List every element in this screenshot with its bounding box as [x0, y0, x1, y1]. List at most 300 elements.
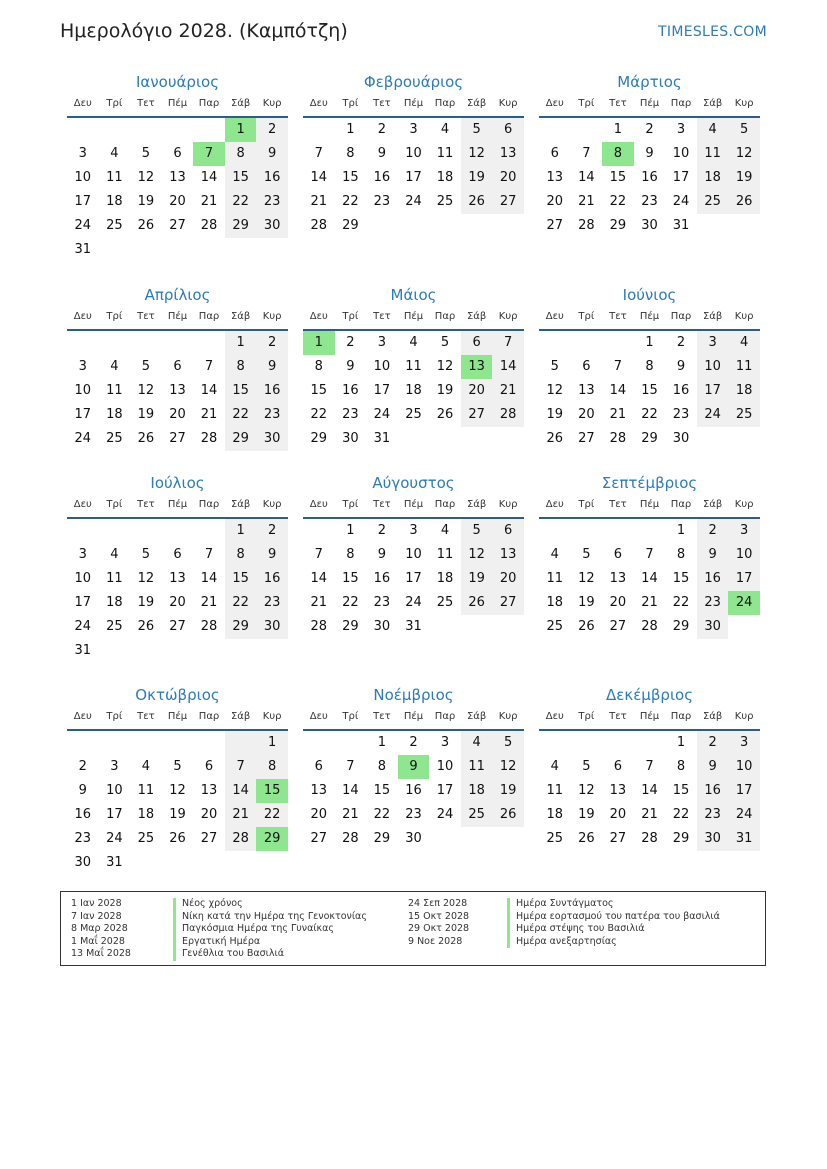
day-cell[interactable]: 7 — [204, 359, 214, 374]
day-cell[interactable]: 28 — [492, 403, 524, 427]
day-cell[interactable]: 2 — [676, 335, 686, 350]
day-cell[interactable]: 23 — [74, 831, 92, 846]
day-cell[interactable]: 16 — [672, 383, 690, 398]
day-cell[interactable]: 15 — [225, 567, 257, 591]
day-cell[interactable]: 19 — [492, 779, 524, 803]
day-cell[interactable]: 15 — [342, 571, 359, 586]
day-cell[interactable]: 5 — [173, 759, 182, 774]
day-cell[interactable]: 7 — [314, 146, 323, 161]
day-cell[interactable]: 30 — [405, 831, 422, 846]
day-cell[interactable]: 20 — [169, 595, 186, 610]
day-cell[interactable]: 2 — [78, 759, 87, 774]
day-cell[interactable]: 12 — [578, 571, 595, 586]
day-cell[interactable]: 18 — [436, 170, 454, 185]
day-cell[interactable]: 18 — [106, 595, 123, 610]
day-cell[interactable]: 8 — [225, 142, 257, 166]
day-cell[interactable]: 3 — [110, 759, 119, 774]
day-cell[interactable]: 20 — [609, 595, 627, 610]
day-cell[interactable]: 24 — [728, 803, 760, 827]
day-cell[interactable]: 24 — [697, 403, 729, 427]
day-cell[interactable]: 25 — [106, 218, 123, 233]
day-cell[interactable]: 26 — [578, 831, 595, 846]
day-cell[interactable]: 5 — [550, 359, 559, 374]
day-cell[interactable]: 20 — [609, 807, 627, 822]
day-cell[interactable]: 30 — [641, 218, 658, 233]
day-cell[interactable]: 19 — [137, 194, 155, 209]
day-cell[interactable]: 30 — [256, 427, 288, 451]
day-cell[interactable]: 17 — [74, 407, 92, 422]
day-cell[interactable]: 30 — [373, 619, 391, 634]
day-cell[interactable]: 28 — [200, 431, 218, 446]
day-cell[interactable]: 7 — [193, 142, 225, 166]
day-cell[interactable]: 19 — [461, 166, 493, 190]
day-cell[interactable]: 9 — [256, 543, 288, 567]
day-cell[interactable]: 22 — [225, 190, 257, 214]
day-cell[interactable]: 5 — [141, 359, 151, 374]
day-cell[interactable]: 2 — [256, 118, 288, 142]
day-cell[interactable]: 29 — [641, 431, 658, 446]
day-cell[interactable]: 24 — [74, 619, 92, 634]
day-cell[interactable]: 27 — [609, 619, 627, 634]
day-cell[interactable]: 23 — [256, 591, 288, 615]
day-cell[interactable]: 7 — [204, 547, 214, 562]
day-cell[interactable]: 3 — [676, 122, 686, 137]
day-cell[interactable]: 26 — [137, 619, 155, 634]
day-cell[interactable]: 17 — [106, 807, 123, 822]
day-cell[interactable]: 17 — [373, 383, 391, 398]
day-cell[interactable]: 29 — [310, 431, 328, 446]
day-cell[interactable]: 27 — [461, 403, 493, 427]
day-cell[interactable]: 26 — [461, 591, 493, 615]
day-cell[interactable]: 21 — [641, 595, 658, 610]
day-cell[interactable]: 13 — [609, 783, 627, 798]
day-cell[interactable]: 10 — [697, 355, 729, 379]
day-cell[interactable]: 31 — [106, 855, 123, 870]
day-cell[interactable]: 15 — [672, 783, 690, 798]
day-cell[interactable]: 7 — [314, 547, 323, 562]
day-cell[interactable]: 9 — [377, 146, 387, 161]
day-cell[interactable]: 25 — [436, 595, 454, 610]
day-cell[interactable]: 15 — [373, 783, 391, 798]
day-cell[interactable]: 22 — [641, 407, 658, 422]
day-cell[interactable]: 15 — [310, 383, 328, 398]
day-cell[interactable]: 7 — [645, 759, 654, 774]
day-cell[interactable]: 3 — [409, 523, 418, 538]
day-cell[interactable]: 8 — [645, 359, 654, 374]
day-cell[interactable]: 7 — [582, 146, 591, 161]
day-cell[interactable]: 11 — [461, 755, 493, 779]
day-cell[interactable]: 24 — [74, 218, 92, 233]
day-cell[interactable]: 16 — [74, 807, 92, 822]
day-cell[interactable]: 17 — [74, 194, 92, 209]
day-cell[interactable]: 1 — [346, 523, 355, 538]
day-cell[interactable]: 21 — [609, 407, 627, 422]
day-cell[interactable]: 21 — [310, 595, 328, 610]
day-cell[interactable]: 19 — [137, 595, 155, 610]
day-cell[interactable]: 17 — [728, 567, 760, 591]
day-cell[interactable]: 4 — [440, 523, 450, 538]
day-cell[interactable]: 18 — [405, 383, 422, 398]
day-cell[interactable]: 29 — [342, 619, 359, 634]
day-cell[interactable]: 18 — [697, 166, 729, 190]
day-cell[interactable]: 21 — [578, 194, 595, 209]
day-cell[interactable]: 21 — [200, 595, 218, 610]
day-cell[interactable]: 24 — [405, 595, 422, 610]
day-cell[interactable]: 6 — [204, 759, 214, 774]
day-cell[interactable]: 11 — [436, 146, 454, 161]
day-cell[interactable]: 8 — [676, 547, 686, 562]
day-cell[interactable]: 29 — [373, 831, 391, 846]
day-cell[interactable]: 17 — [74, 595, 92, 610]
day-cell[interactable]: 13 — [169, 170, 186, 185]
day-cell[interactable]: 15 — [609, 170, 627, 185]
day-cell[interactable]: 13 — [492, 142, 524, 166]
day-cell[interactable]: 25 — [106, 431, 123, 446]
day-cell[interactable]: 4 — [550, 759, 559, 774]
day-cell[interactable]: 11 — [546, 783, 564, 798]
day-cell[interactable]: 13 — [200, 783, 218, 798]
day-cell[interactable]: 26 — [169, 831, 186, 846]
day-cell[interactable]: 12 — [137, 383, 155, 398]
day-cell[interactable]: 11 — [405, 359, 422, 374]
day-cell[interactable]: 19 — [578, 807, 595, 822]
day-cell[interactable]: 15 — [641, 383, 658, 398]
day-cell[interactable]: 4 — [550, 547, 559, 562]
day-cell[interactable]: 4 — [110, 547, 119, 562]
day-cell[interactable]: 2 — [346, 335, 355, 350]
day-cell[interactable]: 11 — [728, 355, 760, 379]
day-cell[interactable]: 14 — [641, 571, 658, 586]
day-cell[interactable]: 4 — [697, 118, 729, 142]
day-cell[interactable]: 14 — [641, 783, 658, 798]
day-cell[interactable]: 5 — [440, 335, 450, 350]
day-cell[interactable]: 2 — [377, 523, 387, 538]
day-cell[interactable]: 28 — [310, 619, 328, 634]
day-cell[interactable]: 6 — [173, 146, 182, 161]
day-cell[interactable]: 29 — [672, 831, 690, 846]
day-cell[interactable]: 10 — [106, 783, 123, 798]
day-cell[interactable]: 28 — [641, 831, 658, 846]
day-cell[interactable]: 13 — [169, 571, 186, 586]
day-cell[interactable]: 3 — [440, 735, 450, 750]
day-cell[interactable]: 24 — [373, 407, 391, 422]
day-cell[interactable]: 9 — [346, 359, 355, 374]
day-cell[interactable]: 26 — [728, 190, 760, 214]
day-cell[interactable]: 28 — [200, 218, 218, 233]
day-cell[interactable]: 10 — [405, 547, 422, 562]
day-cell[interactable]: 15 — [225, 379, 257, 403]
day-cell[interactable]: 7 — [492, 331, 524, 355]
day-cell[interactable]: 6 — [492, 519, 524, 543]
day-cell[interactable]: 13 — [492, 543, 524, 567]
day-cell[interactable]: 9 — [676, 359, 686, 374]
day-cell[interactable]: 5 — [461, 519, 493, 543]
day-cell[interactable]: 29 — [256, 827, 288, 851]
day-cell[interactable]: 20 — [578, 407, 595, 422]
day-cell[interactable]: 23 — [405, 807, 422, 822]
day-cell[interactable]: 17 — [697, 379, 729, 403]
day-cell[interactable]: 14 — [492, 355, 524, 379]
day-cell[interactable]: 12 — [578, 783, 595, 798]
day-cell[interactable]: 12 — [137, 170, 155, 185]
day-cell[interactable]: 25 — [137, 831, 155, 846]
day-cell[interactable]: 18 — [436, 571, 454, 586]
day-cell[interactable]: 4 — [141, 759, 151, 774]
day-cell[interactable]: 30 — [342, 431, 359, 446]
day-cell[interactable]: 11 — [106, 170, 123, 185]
day-cell[interactable]: 9 — [697, 543, 729, 567]
day-cell[interactable]: 12 — [169, 783, 186, 798]
day-cell[interactable]: 6 — [613, 547, 623, 562]
day-cell[interactable]: 22 — [225, 591, 257, 615]
day-cell[interactable]: 24 — [405, 194, 422, 209]
day-cell[interactable]: 5 — [582, 547, 591, 562]
day-cell[interactable]: 29 — [225, 427, 257, 451]
day-cell[interactable]: 6 — [314, 759, 323, 774]
day-cell[interactable]: 11 — [106, 383, 123, 398]
day-cell[interactable]: 1 — [303, 331, 335, 355]
day-cell[interactable]: 19 — [169, 807, 186, 822]
day-cell[interactable]: 10 — [436, 759, 454, 774]
day-cell[interactable]: 22 — [342, 194, 359, 209]
day-cell[interactable]: 25 — [697, 190, 729, 214]
day-cell[interactable]: 22 — [373, 807, 391, 822]
day-cell[interactable]: 1 — [676, 735, 686, 750]
day-cell[interactable]: 7 — [613, 359, 623, 374]
day-cell[interactable]: 17 — [672, 170, 690, 185]
day-cell[interactable]: 14 — [200, 383, 218, 398]
day-cell[interactable]: 4 — [409, 335, 418, 350]
day-cell[interactable]: 1 — [225, 331, 257, 355]
day-cell[interactable]: 10 — [405, 146, 422, 161]
day-cell[interactable]: 17 — [405, 571, 422, 586]
day-cell[interactable]: 13 — [609, 571, 627, 586]
day-cell[interactable]: 21 — [492, 379, 524, 403]
day-cell[interactable]: 4 — [461, 731, 493, 755]
day-cell[interactable]: 3 — [78, 547, 87, 562]
day-cell[interactable]: 14 — [342, 783, 359, 798]
day-cell[interactable]: 1 — [613, 122, 623, 137]
day-cell[interactable]: 13 — [578, 383, 595, 398]
day-cell[interactable]: 4 — [110, 359, 119, 374]
day-cell[interactable]: 2 — [645, 122, 654, 137]
day-cell[interactable]: 27 — [169, 619, 186, 634]
day-cell[interactable]: 14 — [200, 170, 218, 185]
day-cell[interactable]: 19 — [137, 407, 155, 422]
day-cell[interactable]: 13 — [546, 170, 564, 185]
day-cell[interactable]: 28 — [641, 619, 658, 634]
day-cell[interactable]: 19 — [728, 166, 760, 190]
day-cell[interactable]: 31 — [74, 643, 92, 658]
day-cell[interactable]: 2 — [409, 735, 418, 750]
day-cell[interactable]: 30 — [256, 615, 288, 639]
day-cell[interactable]: 4 — [728, 331, 760, 355]
day-cell[interactable]: 19 — [436, 383, 454, 398]
day-cell[interactable]: 28 — [609, 431, 627, 446]
day-cell[interactable]: 26 — [578, 619, 595, 634]
day-cell[interactable]: 27 — [609, 831, 627, 846]
day-cell[interactable]: 5 — [141, 547, 151, 562]
day-cell[interactable]: 20 — [461, 379, 493, 403]
day-cell[interactable]: 3 — [728, 519, 760, 543]
day-cell[interactable]: 31 — [405, 619, 422, 634]
day-cell[interactable]: 21 — [200, 194, 218, 209]
day-cell[interactable]: 29 — [225, 615, 257, 639]
day-cell[interactable]: 24 — [728, 591, 760, 615]
day-cell[interactable]: 2 — [697, 519, 729, 543]
day-cell[interactable]: 21 — [641, 807, 658, 822]
day-cell[interactable]: 1 — [377, 735, 387, 750]
day-cell[interactable]: 20 — [310, 807, 328, 822]
day-cell[interactable]: 26 — [137, 431, 155, 446]
day-cell[interactable]: 5 — [492, 731, 524, 755]
day-cell[interactable]: 21 — [342, 807, 359, 822]
day-cell[interactable]: 18 — [728, 379, 760, 403]
day-cell[interactable]: 9 — [697, 755, 729, 779]
day-cell[interactable]: 16 — [697, 567, 729, 591]
day-cell[interactable]: 22 — [310, 407, 328, 422]
day-cell[interactable]: 27 — [492, 591, 524, 615]
day-cell[interactable]: 31 — [672, 218, 690, 233]
day-cell[interactable]: 18 — [546, 595, 564, 610]
day-cell[interactable]: 17 — [405, 170, 422, 185]
day-cell[interactable]: 23 — [672, 407, 690, 422]
day-cell[interactable]: 23 — [373, 595, 391, 610]
day-cell[interactable]: 1 — [225, 519, 257, 543]
day-cell[interactable]: 22 — [609, 194, 627, 209]
day-cell[interactable]: 20 — [169, 407, 186, 422]
day-cell[interactable]: 29 — [342, 218, 359, 233]
day-cell[interactable]: 25 — [106, 619, 123, 634]
day-cell[interactable]: 12 — [728, 142, 760, 166]
day-cell[interactable]: 24 — [74, 431, 92, 446]
day-cell[interactable]: 10 — [728, 755, 760, 779]
day-cell[interactable]: 21 — [225, 803, 257, 827]
day-cell[interactable]: 27 — [546, 218, 564, 233]
day-cell[interactable]: 11 — [546, 571, 564, 586]
day-cell[interactable]: 29 — [609, 218, 627, 233]
day-cell[interactable]: 14 — [578, 170, 595, 185]
day-cell[interactable]: 11 — [137, 783, 155, 798]
day-cell[interactable]: 13 — [461, 355, 493, 379]
day-cell[interactable]: 20 — [200, 807, 218, 822]
day-cell[interactable]: 10 — [74, 383, 92, 398]
day-cell[interactable]: 5 — [728, 118, 760, 142]
day-cell[interactable]: 31 — [373, 431, 391, 446]
day-cell[interactable]: 30 — [672, 431, 690, 446]
day-cell[interactable]: 15 — [342, 170, 359, 185]
day-cell[interactable]: 1 — [346, 122, 355, 137]
day-cell[interactable]: 16 — [342, 383, 359, 398]
day-cell[interactable]: 14 — [609, 383, 627, 398]
day-cell[interactable]: 8 — [225, 543, 257, 567]
day-cell[interactable]: 3 — [697, 331, 729, 355]
day-cell[interactable]: 16 — [256, 379, 288, 403]
day-cell[interactable]: 27 — [200, 831, 218, 846]
day-cell[interactable]: 11 — [106, 571, 123, 586]
day-cell[interactable]: 26 — [546, 431, 564, 446]
day-cell[interactable]: 11 — [436, 547, 454, 562]
day-cell[interactable]: 14 — [310, 571, 328, 586]
day-cell[interactable]: 25 — [728, 403, 760, 427]
day-cell[interactable]: 6 — [461, 331, 493, 355]
day-cell[interactable]: 18 — [106, 407, 123, 422]
day-cell[interactable]: 20 — [492, 166, 524, 190]
day-cell[interactable]: 2 — [256, 519, 288, 543]
day-cell[interactable]: 22 — [342, 595, 359, 610]
day-cell[interactable]: 2 — [697, 731, 729, 755]
day-cell[interactable]: 18 — [137, 807, 155, 822]
day-cell[interactable]: 2 — [256, 331, 288, 355]
day-cell[interactable]: 26 — [492, 803, 524, 827]
day-cell[interactable]: 19 — [461, 567, 493, 591]
day-cell[interactable]: 5 — [141, 146, 151, 161]
day-cell[interactable]: 23 — [256, 403, 288, 427]
day-cell[interactable]: 22 — [225, 403, 257, 427]
day-cell[interactable]: 21 — [200, 407, 218, 422]
day-cell[interactable]: 8 — [346, 547, 355, 562]
day-cell[interactable]: 4 — [440, 122, 450, 137]
day-cell[interactable]: 8 — [676, 759, 686, 774]
day-cell[interactable]: 3 — [78, 359, 87, 374]
day-cell[interactable]: 2 — [377, 122, 387, 137]
day-cell[interactable]: 10 — [728, 543, 760, 567]
day-cell[interactable]: 25 — [405, 407, 422, 422]
day-cell[interactable]: 30 — [256, 214, 288, 238]
day-cell[interactable]: 9 — [377, 547, 387, 562]
day-cell[interactable]: 17 — [436, 783, 454, 798]
day-cell[interactable]: 11 — [697, 142, 729, 166]
day-cell[interactable]: 28 — [578, 218, 595, 233]
day-cell[interactable]: 25 — [461, 803, 493, 827]
day-cell[interactable]: 16 — [697, 779, 729, 803]
day-cell[interactable]: 27 — [169, 218, 186, 233]
day-cell[interactable]: 9 — [78, 783, 87, 798]
day-cell[interactable]: 6 — [550, 146, 559, 161]
day-cell[interactable]: 23 — [641, 194, 658, 209]
day-cell[interactable]: 18 — [106, 194, 123, 209]
brand-link[interactable]: TIMESLES.COM — [658, 24, 767, 40]
day-cell[interactable]: 12 — [492, 755, 524, 779]
day-cell[interactable]: 10 — [74, 170, 92, 185]
day-cell[interactable]: 3 — [728, 731, 760, 755]
day-cell[interactable]: 22 — [672, 807, 690, 822]
day-cell[interactable]: 9 — [256, 355, 288, 379]
day-cell[interactable]: 17 — [728, 779, 760, 803]
day-cell[interactable]: 5 — [461, 118, 493, 142]
day-cell[interactable]: 27 — [310, 831, 328, 846]
day-cell[interactable]: 8 — [377, 759, 387, 774]
day-cell[interactable]: 10 — [672, 146, 690, 161]
day-cell[interactable]: 18 — [546, 807, 564, 822]
day-cell[interactable]: 25 — [436, 194, 454, 209]
day-cell[interactable]: 29 — [225, 214, 257, 238]
day-cell[interactable]: 14 — [225, 779, 257, 803]
day-cell[interactable]: 23 — [256, 190, 288, 214]
day-cell[interactable]: 27 — [492, 190, 524, 214]
day-cell[interactable]: 23 — [373, 194, 391, 209]
day-cell[interactable]: 25 — [546, 831, 564, 846]
day-cell[interactable]: 3 — [409, 122, 418, 137]
day-cell[interactable]: 1 — [256, 731, 288, 755]
day-cell[interactable]: 23 — [342, 407, 359, 422]
day-cell[interactable]: 31 — [74, 242, 92, 257]
day-cell[interactable]: 24 — [106, 831, 123, 846]
day-cell[interactable]: 12 — [436, 359, 454, 374]
day-cell[interactable]: 6 — [173, 359, 182, 374]
day-cell[interactable]: 9 — [256, 142, 288, 166]
day-cell[interactable]: 10 — [74, 571, 92, 586]
